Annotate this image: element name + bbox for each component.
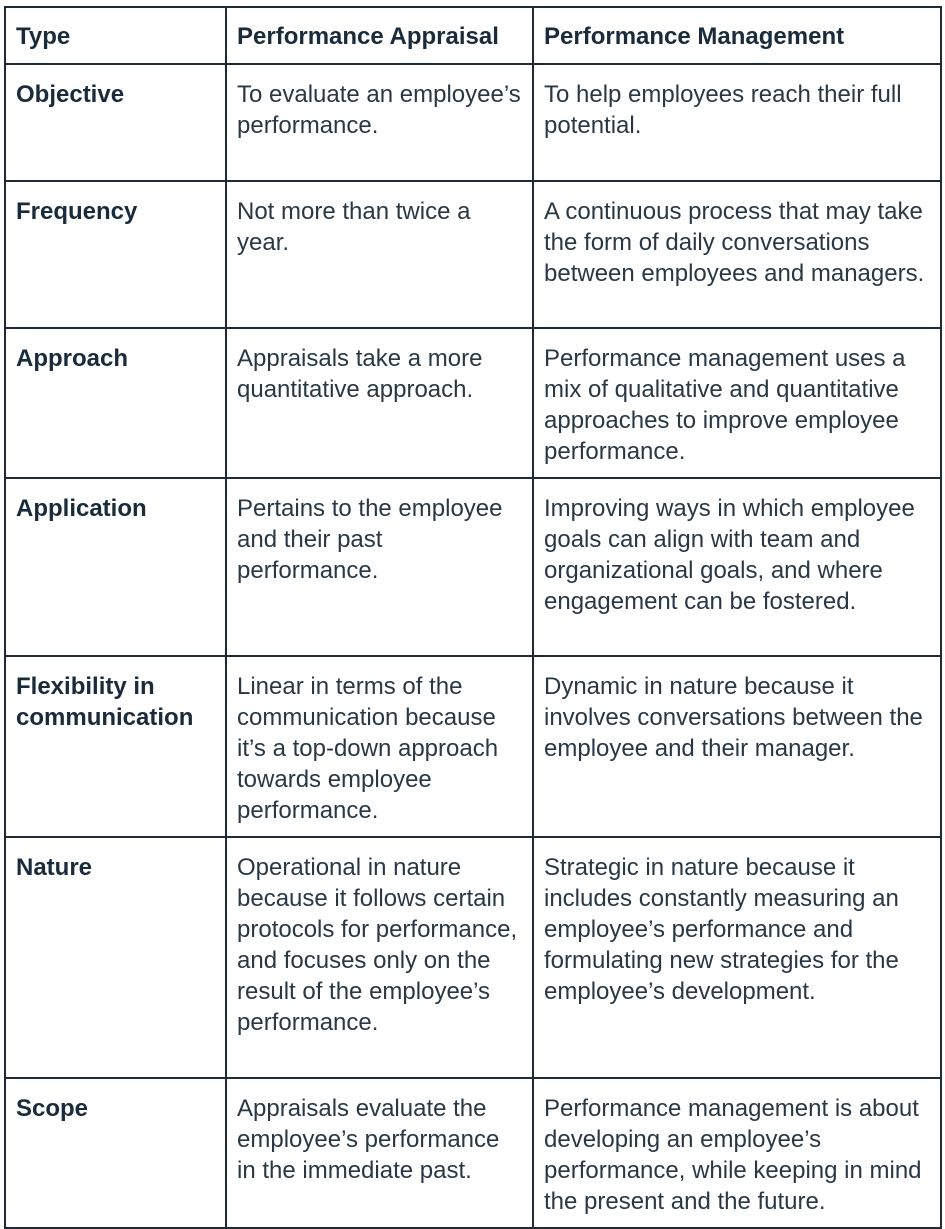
header-type: Type <box>5 7 226 64</box>
management-cell: Performance management uses a mix of qualitative and quantitative approaches to improve employee performance. <box>533 328 941 478</box>
management-cell: A continuous process that may take the form of daily conversations between employees and managers. <box>533 181 941 328</box>
table-row <box>5 328 941 478</box>
row-type-cell: Approach <box>5 328 226 478</box>
management-cell: Performance management is about developing an employee’s performance, while keeping in mind the present and the future. <box>533 1078 941 1228</box>
row-type-cell: Nature <box>5 837 226 1078</box>
table-row <box>5 1078 941 1228</box>
row-type-cell: Application <box>5 478 226 656</box>
appraisal-cell: To evaluate an employee’s performance. <box>226 64 533 181</box>
table-row <box>5 656 941 837</box>
appraisal-cell: Appraisals evaluate the employee’s performance in the immediate past. <box>226 1078 533 1228</box>
row-type-cell: Flexibility in communication <box>5 656 226 837</box>
table-row <box>5 64 941 181</box>
management-cell: To help employees reach their full potential. <box>533 64 941 181</box>
table-row <box>5 478 941 656</box>
management-cell: Improving ways in which employee goals can align with team and organizational goals, and where engagement can be fostered. <box>533 478 941 656</box>
table-row <box>5 837 941 1078</box>
management-cell: Dynamic in nature because it involves conversations between the employee and their manager. <box>533 656 941 837</box>
header-performance-appraisal: Performance Appraisal <box>226 7 533 64</box>
appraisal-cell: Linear in terms of the communication because it’s a top-down approach towards employee performance. <box>226 656 533 837</box>
appraisal-cell: Pertains to the employee and their past performance. <box>226 478 533 656</box>
appraisal-cell: Not more than twice a year. <box>226 181 533 328</box>
appraisal-cell: Operational in nature because it follows certain protocols for performance, and focuses only on the result of the employee’s performance. <box>226 837 533 1078</box>
appraisal-cell: Appraisals take a more quantitative approach. <box>226 328 533 478</box>
management-cell: Strategic in nature because it includes constantly measuring an employee’s performance and formulating new strategies for the employee’s development. <box>533 837 941 1078</box>
row-type-cell: Objective <box>5 64 226 181</box>
table-row <box>5 181 941 328</box>
comparison-table <box>4 6 942 1229</box>
row-type-cell: Frequency <box>5 181 226 328</box>
header-row <box>5 7 941 64</box>
header-performance-management: Performance Management <box>533 7 941 64</box>
row-type-cell: Scope <box>5 1078 226 1228</box>
